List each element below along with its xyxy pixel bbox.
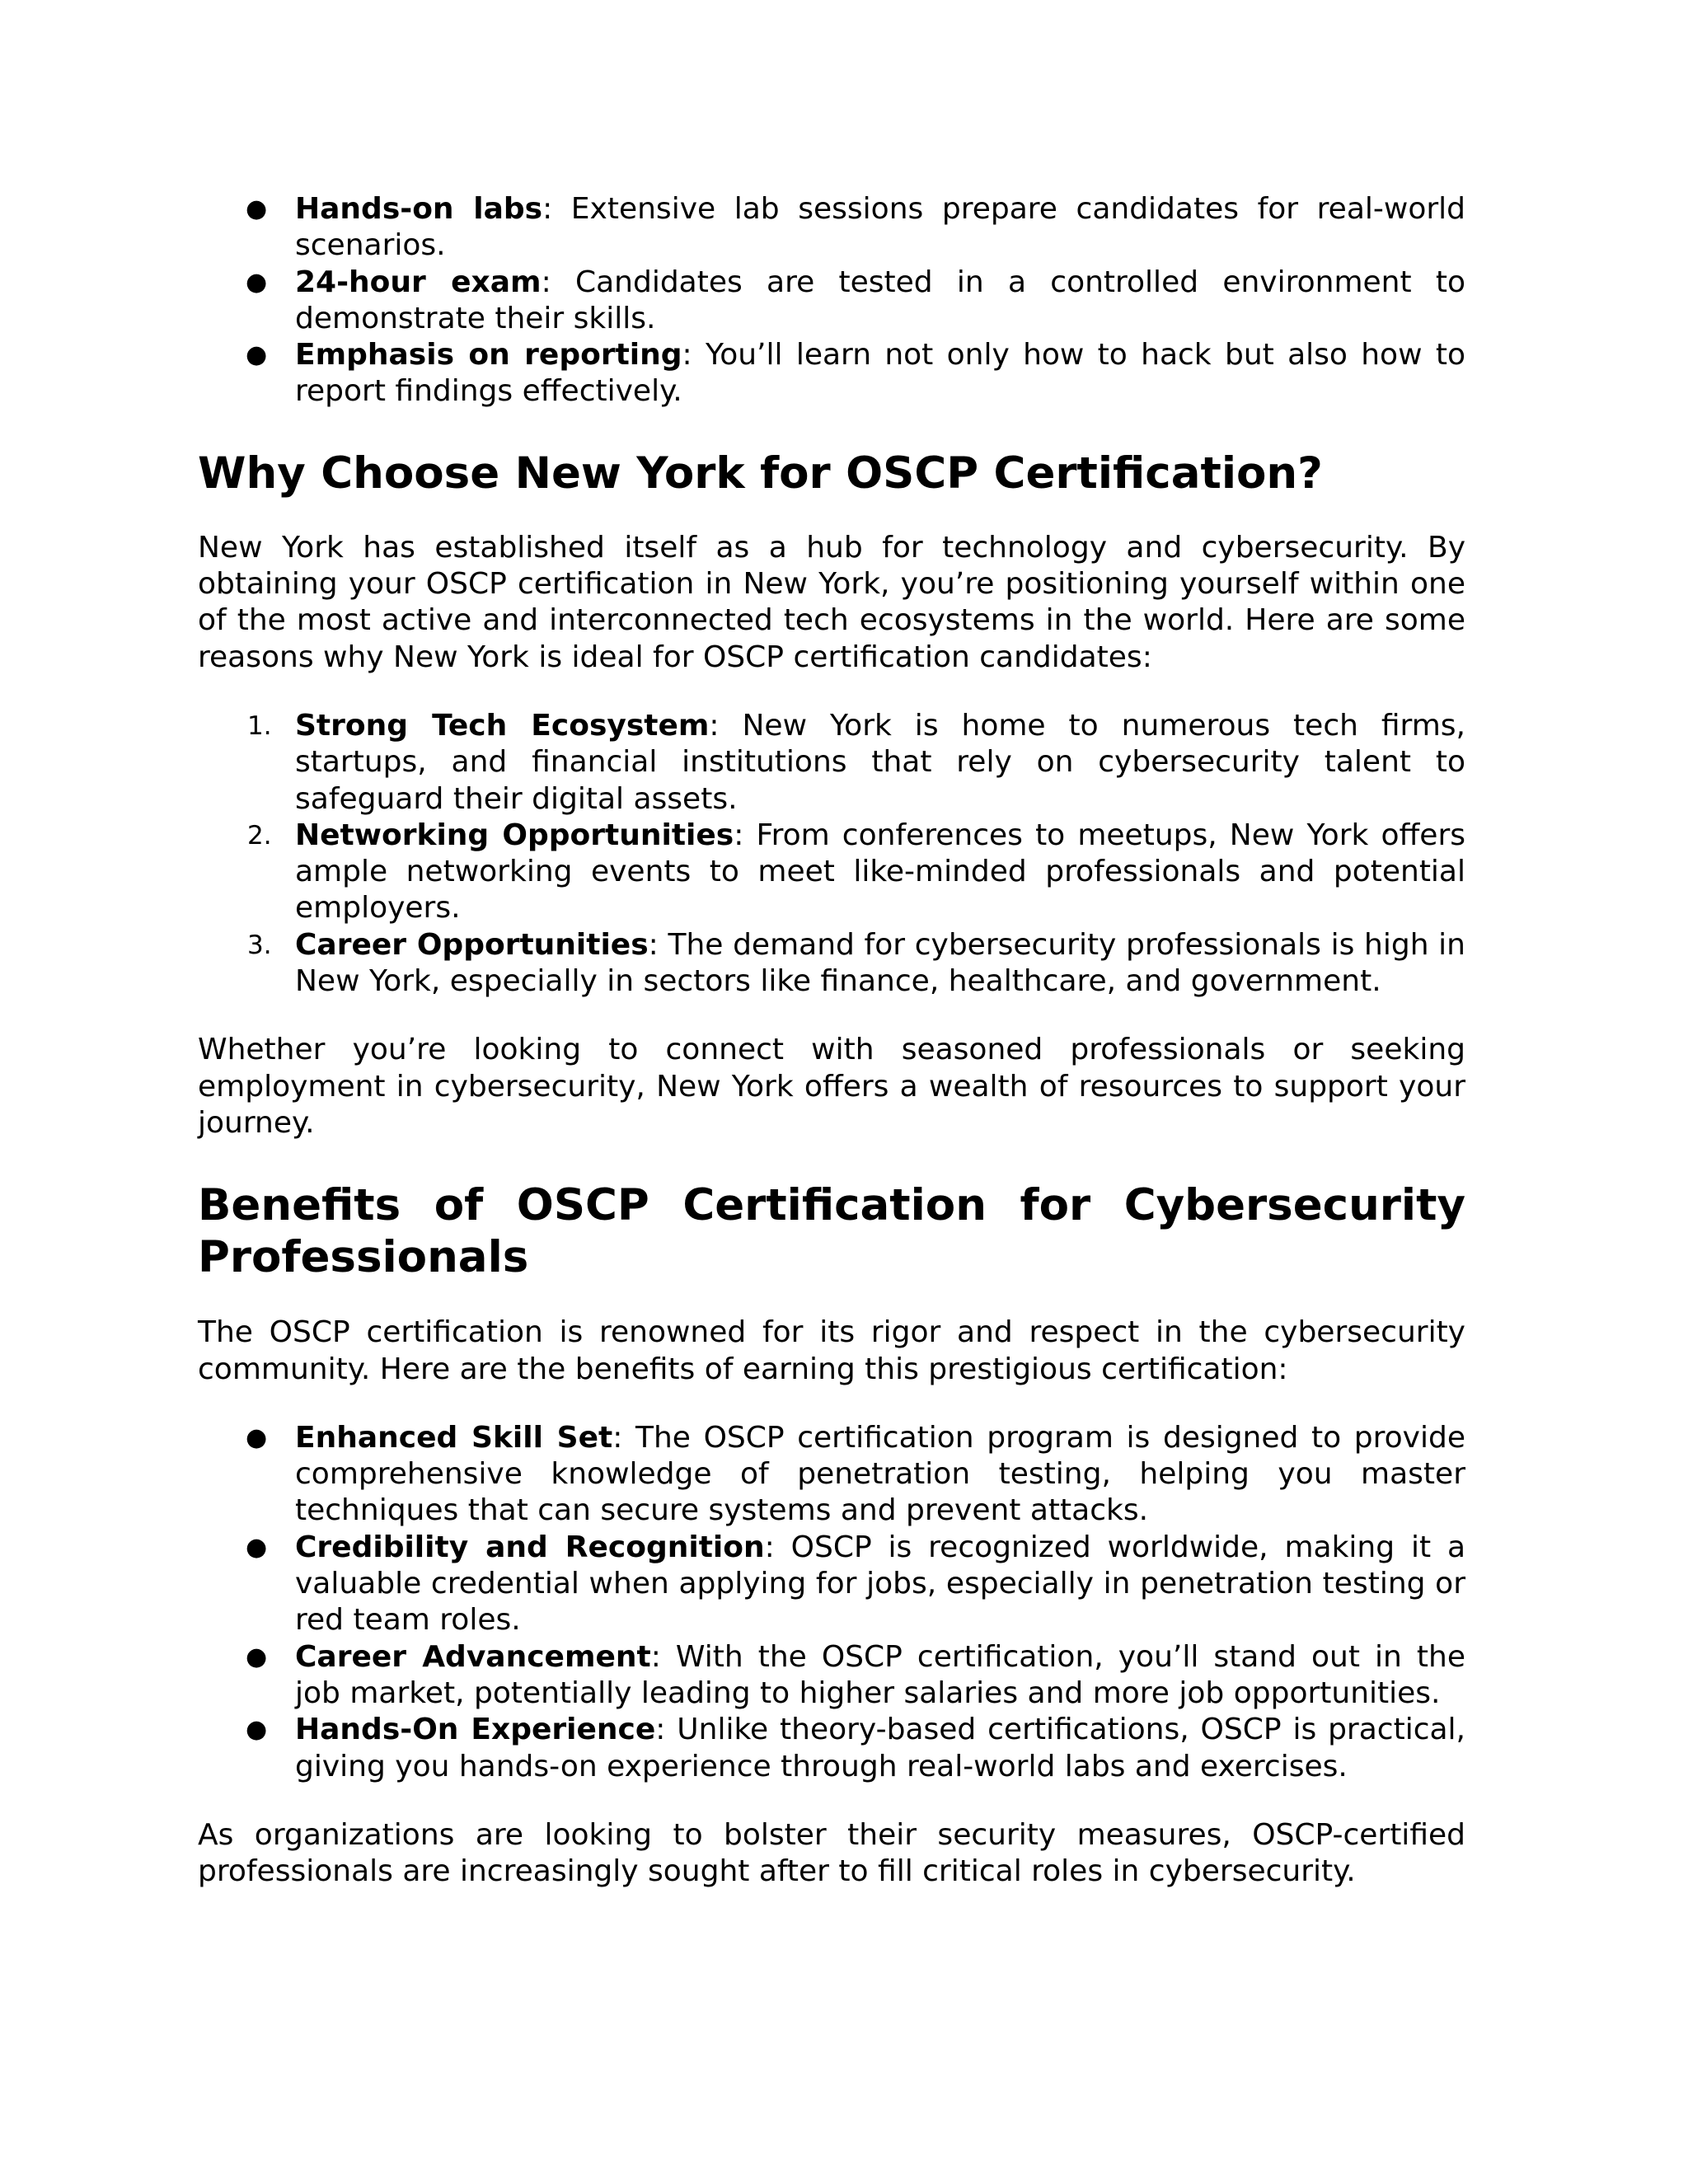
bullet-icon: ● (246, 1422, 268, 1452)
new-york-numbered-list (198, 708, 1465, 1000)
list-item-term: Career Opportunities (295, 927, 649, 962)
section-heading-benefits: Benefits of OSCP Certification for Cybersecurity Professionals (198, 1180, 1465, 1283)
list-number: 1. (247, 710, 272, 741)
list-item (198, 191, 1465, 265)
list-item-text: : You’ll learn not only how to hack but also how to report findings effectively. (295, 338, 1465, 409)
list-item-text: : With the OSCP certification, you’ll stand out in the job market, potentially leading to higher salaries and more job opportunities. (295, 1639, 1465, 1710)
list-item-text: : Unlike theory-based certifications, OSCP is practical, giving you hands-on experience through real-world labs and exercises. (295, 1713, 1465, 1783)
list-item-term: Networking Opportunities (295, 818, 734, 852)
bullet-icon: ● (246, 267, 268, 297)
bullet-icon: ● (246, 1642, 268, 1671)
list-item-text: : Candidates are tested in a controlled environment to demonstrate their skills. (295, 265, 1465, 335)
section-outro-paragraph: Whether you’re looking to connect with seasoned professionals or seeking employment in cybersecurity, New York offers a wealth of resources to support your journey. (198, 1033, 1465, 1140)
bullet-icon: ● (246, 194, 268, 223)
section-intro-paragraph: New York has established itself as a hub for technology and cybersecurity. By obtaining your OSCP certification in New York, you’re positioning yourself within one of the most active and interconnected tech ecosystems in the world. Here are some reasons why New York is ideal for OSCP certification candidates: (198, 530, 1465, 674)
list-number: 2. (247, 820, 272, 851)
list-number: 3. (247, 930, 272, 960)
list-item (198, 927, 1465, 1001)
list-item (198, 1639, 1465, 1713)
list-item-term: Hands-on labs (295, 192, 543, 226)
section-heading-new-york: Why Choose New York for OSCP Certification? (198, 448, 1323, 499)
bullet-icon: ● (246, 1532, 268, 1562)
list-item-text: : The demand for cybersecurity professionals is high in New York, especially in sectors like finance, healthcare, and government. (295, 927, 1465, 999)
list-item-term: Credibility and Recognition (295, 1530, 765, 1564)
list-item-term: Enhanced Skill Set (295, 1420, 613, 1455)
list-item-text: : OSCP is recognized worldwide, making it a valuable credential when applying for jobs, especially in penetration testing or red team roles. (295, 1530, 1466, 1638)
list-item-term: Emphasis on reporting (295, 338, 682, 373)
list-item (198, 1420, 1465, 1530)
list-item (198, 818, 1465, 927)
list-item-text: : Extensive lab sessions prepare candidates for real-world scenarios. (295, 192, 1466, 263)
section-outro-paragraph: As organizations are looking to bolster their security measures, OSCP-certified professionals are increasingly sought after to fill critical roles in cybersecurity. (198, 1817, 1465, 1889)
list-item (198, 708, 1465, 818)
list-item-term: Strong Tech Ecosystem (295, 708, 710, 743)
list-item-term: 24-hour exam (295, 265, 542, 299)
list-item-text: : From conferences to meetups, New York offers ample networking events to meet like-minded professionals and potential employers. (295, 818, 1465, 926)
list-item (198, 1530, 1465, 1639)
bullet-icon: ● (246, 1715, 268, 1745)
list-item-text: : New York is home to numerous tech firms, startups, and financial institutions that rely on cybersecurity talent to safeguard their digital assets. (295, 708, 1465, 816)
section-intro-paragraph: The OSCP certification is renowned for its rigor and respect in the cybersecurity community. Here are the benefits of earning this prestigious certification: (198, 1315, 1465, 1386)
list-item (198, 337, 1465, 410)
document-page (198, 191, 1465, 1890)
list-item (198, 1712, 1465, 1785)
bullet-icon: ● (246, 340, 268, 370)
list-item-term: Hands-On Experience (295, 1713, 656, 1747)
list-item-text: : The OSCP certification program is designed to provide comprehensive knowledge of penetration testing, helping you master techniques that can secure systems and prevent attacks. (295, 1420, 1465, 1528)
list-item-term: Career Advancement (295, 1639, 651, 1674)
benefits-bullet-list (198, 1420, 1465, 1785)
list-item (198, 265, 1465, 338)
intro-bullet-list (198, 191, 1465, 410)
